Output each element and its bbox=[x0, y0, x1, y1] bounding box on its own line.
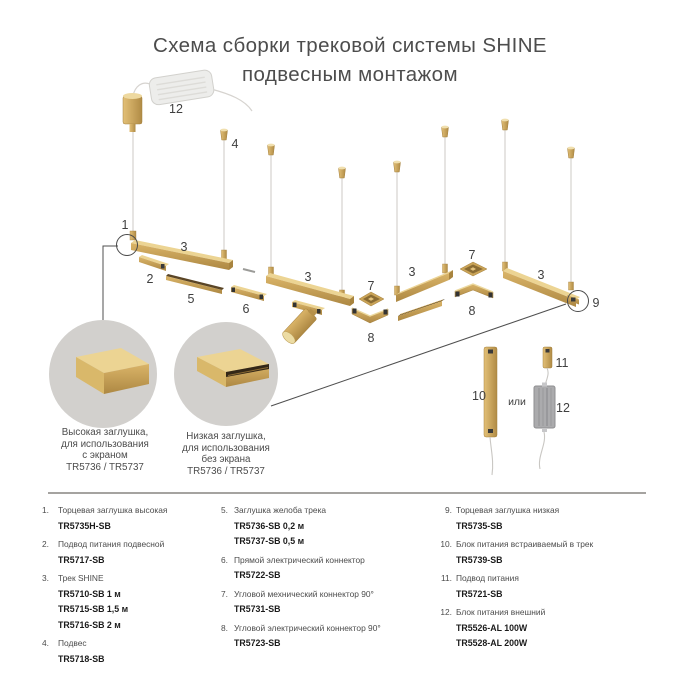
parts-list-item bbox=[28, 636, 206, 667]
item-description: Угловой мехнический коннектор 90° bbox=[234, 588, 374, 599]
ceiling-mount-icon bbox=[441, 126, 448, 137]
power-feed-part bbox=[543, 347, 552, 386]
parts-list-item bbox=[206, 553, 424, 584]
ceiling-mount-icon bbox=[567, 147, 574, 158]
caption-line: с экраном bbox=[82, 450, 128, 462]
label-corner-electrical-1: 8 bbox=[367, 331, 375, 345]
item-code: TR5528-AL 200W bbox=[456, 638, 528, 648]
caption-line: Низкая заглушка, bbox=[186, 431, 266, 442]
label-psu-external: 12 bbox=[556, 401, 570, 415]
groove-cover-open-part bbox=[398, 299, 445, 321]
label-track-1: 3 bbox=[180, 240, 188, 254]
parts-list-item bbox=[424, 605, 676, 652]
power-feed-pendant-part bbox=[139, 255, 169, 271]
item-code: TR5736-SB 0,2 м bbox=[234, 520, 305, 531]
item-code: TR5717-SB bbox=[58, 554, 105, 565]
item-code: TR5718-SB bbox=[58, 653, 105, 664]
parts-list-item bbox=[206, 503, 424, 550]
label-suspension: 4 bbox=[231, 137, 239, 151]
label-corner-electrical-2: 8 bbox=[468, 304, 476, 318]
parts-list-column-1 bbox=[28, 503, 206, 670]
parts-list-column-2 bbox=[206, 503, 424, 655]
divider bbox=[48, 492, 646, 494]
item-description: Торцевая заглушка высокая bbox=[58, 505, 168, 515]
item-code: TR5710-SB 1 м bbox=[58, 588, 121, 599]
track-segment-3 bbox=[396, 270, 453, 302]
item-number: 12. bbox=[440, 607, 452, 617]
page-title-line1: Схема сборки трековой системы SHINE bbox=[152, 34, 547, 57]
label-endcap-low: 9 bbox=[592, 296, 600, 310]
item-code: TR5723-SB bbox=[234, 638, 281, 648]
item-description: Угловой электрический коннектор 90° bbox=[234, 622, 381, 633]
item-number: 8. bbox=[221, 622, 228, 633]
label-power-feed-pendant: 2 bbox=[146, 272, 154, 286]
leader-line-high-cap bbox=[103, 246, 118, 320]
label-track-2: 3 bbox=[304, 270, 312, 284]
item-number: 7. bbox=[221, 588, 228, 599]
item-number: 1. bbox=[42, 505, 49, 515]
label-psu-in-track: 10 bbox=[472, 389, 486, 403]
item-number: 10. bbox=[440, 539, 452, 549]
ceiling-mount-icon bbox=[338, 167, 345, 178]
label-groove-cover: 5 bbox=[187, 292, 195, 306]
callout-high-cap bbox=[49, 320, 157, 428]
item-code: TR5526-AL 100W bbox=[456, 622, 528, 633]
ceiling-mount-icon bbox=[220, 129, 227, 140]
parts-list-item bbox=[424, 571, 676, 602]
label-endcap-high: 1 bbox=[121, 218, 129, 232]
label-corner-mechanical-1: 7 bbox=[367, 279, 375, 293]
item-number: 5. bbox=[221, 505, 228, 515]
ceiling-mounts bbox=[220, 119, 574, 178]
caption-line: без экрана bbox=[201, 454, 251, 466]
parts-list-item bbox=[28, 503, 206, 534]
item-code: TR5735H-SB bbox=[58, 520, 111, 531]
corner-electrical-1-part bbox=[352, 308, 388, 323]
item-code: TR5731-SB bbox=[234, 604, 281, 614]
item-code: TR5737-SB 0,5 м bbox=[234, 536, 305, 546]
item-description: Подвод питания подвесной bbox=[58, 539, 165, 549]
wire bbox=[211, 89, 252, 111]
groove-cover-part bbox=[166, 274, 224, 294]
parts-list-column-3 bbox=[424, 503, 676, 655]
parts-list-item bbox=[424, 537, 676, 568]
caption-line: Высокая заглушка, bbox=[61, 427, 149, 438]
ceiling-mount-icon bbox=[393, 161, 400, 172]
psu-external-part bbox=[534, 383, 555, 470]
caption-line: TR5736 / TR5737 bbox=[66, 461, 144, 473]
item-number: 9. bbox=[445, 505, 452, 515]
corner-mechanical-1-part bbox=[359, 292, 384, 306]
item-code: TR5716-SB 2 м bbox=[58, 619, 121, 630]
item-number: 3. bbox=[42, 573, 49, 583]
item-description: Подвес bbox=[58, 638, 87, 648]
track-studs bbox=[130, 231, 574, 299]
label-track-4: 3 bbox=[537, 268, 545, 282]
page-title-line2: подвесным монтажом bbox=[242, 63, 458, 86]
item-code: TR5722-SB bbox=[234, 570, 281, 580]
wire bbox=[539, 432, 544, 469]
parts-list-item bbox=[206, 621, 424, 652]
label-straight-connector: 6 bbox=[242, 302, 250, 316]
item-description: Подвод питания bbox=[456, 573, 519, 583]
corner-electrical-2-part bbox=[455, 284, 493, 298]
item-number: 4. bbox=[42, 638, 49, 648]
psu-in-track-part bbox=[484, 347, 497, 475]
ceiling-mount-icon bbox=[267, 144, 274, 155]
parts-list-item bbox=[206, 587, 424, 618]
item-description: Трек SHINE bbox=[58, 573, 104, 583]
driver-box-icon bbox=[148, 69, 214, 106]
item-description: Блок питания внешний bbox=[456, 607, 546, 617]
item-description: Заглушка желоба трека bbox=[234, 505, 327, 515]
caption-line: для использования bbox=[182, 442, 270, 454]
ceiling-mount-icon bbox=[501, 119, 508, 130]
stud bbox=[443, 264, 448, 273]
label-or: или bbox=[508, 396, 526, 408]
stud bbox=[569, 282, 574, 290]
caption-line: для использования bbox=[61, 438, 149, 450]
item-code: TR5739-SB bbox=[456, 554, 503, 565]
item-number: 6. bbox=[221, 554, 228, 565]
item-code: TR5715-SB 1,5 м bbox=[58, 604, 129, 614]
corner-mechanical-2-part bbox=[460, 262, 487, 276]
label-power-feed: 11 bbox=[555, 356, 569, 370]
label-psu-external-top: 12 bbox=[169, 102, 183, 116]
psu-external-top bbox=[123, 69, 252, 132]
spotlight-fixture bbox=[281, 300, 325, 346]
item-code: TR5735-SB bbox=[456, 520, 503, 531]
callout-low-cap bbox=[174, 322, 278, 426]
parts-list-item bbox=[424, 503, 676, 534]
connector-pin bbox=[243, 269, 255, 272]
item-description: Прямой электрический коннектор bbox=[234, 554, 365, 565]
spotlight-body bbox=[281, 306, 320, 346]
item-description: Блок питания встраиваемый в трек bbox=[456, 539, 594, 549]
straight-connector-part bbox=[231, 285, 267, 301]
caption-line: TR5736 / TR5737 bbox=[187, 465, 265, 477]
pendant-feed-cylinder bbox=[123, 93, 142, 132]
parts-list-item bbox=[28, 537, 206, 568]
caption-low-cap bbox=[150, 431, 302, 477]
item-description: Торцевая заглушка низкая bbox=[456, 505, 560, 515]
item-code: TR5721-SB bbox=[456, 588, 503, 599]
item-number: 11. bbox=[440, 573, 452, 583]
wire bbox=[490, 437, 493, 475]
item-number: 2. bbox=[42, 539, 49, 549]
label-corner-mechanical-2: 7 bbox=[468, 248, 476, 262]
parts-list-item bbox=[28, 571, 206, 633]
label-track-3: 3 bbox=[408, 265, 416, 279]
stud bbox=[222, 250, 227, 259]
